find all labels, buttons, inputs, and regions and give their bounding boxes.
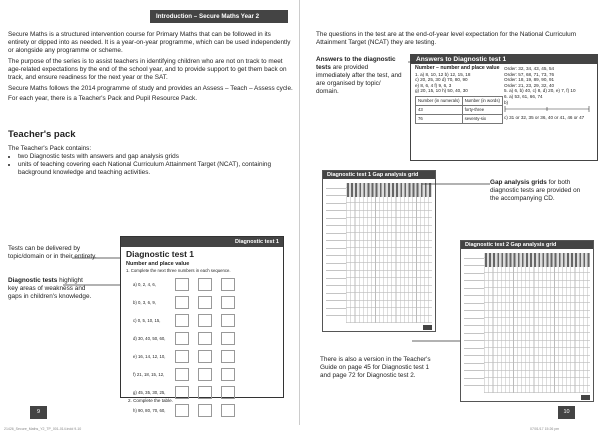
gap-grid-2 (460, 240, 594, 402)
answer-line: 5. a) 6, b) 40, c) 8, d) 20, e) 7, f) 10 (504, 88, 576, 94)
slug-left: 21426_Secure_Maths_Y2_TP_001-014.indd 9-10 (4, 427, 82, 431)
answer-box (221, 332, 235, 345)
answers-heading: Number – number and place value (415, 65, 500, 71)
answer-box (198, 350, 212, 363)
answers-table-cell: 76 (416, 114, 463, 123)
answers-table-cell: forty-three (462, 105, 502, 114)
answers-card-bar: Answers to Diagnostic test 1 (411, 55, 597, 64)
sequence-row (121, 347, 283, 365)
section-heading: Teacher's pack (8, 129, 76, 140)
pack-intro: The Teacher's Pack contains: (8, 145, 92, 152)
sequence-label: f) 21, 18, 15, 12, (133, 371, 165, 377)
answer-line: c) 20, 25, 30 d) 70, 80, 90 (415, 77, 468, 83)
q2-label: 2. Complete the table. (128, 398, 173, 403)
pack-bullet-2: • units of teaching covering each National Curriculum Attainment Target (NCAT), containing background knowledge and teaching activities. (18, 161, 293, 177)
answer-line: 6. a) 53, 61, 66, 74 (504, 93, 543, 99)
answer-box (198, 314, 212, 327)
answer-box (221, 386, 235, 399)
sequence-label: d) 30, 40, 50, 60, (133, 335, 166, 341)
gap-grid-2-foot (581, 395, 590, 400)
sequence-label: e) 16, 14, 12, 10, (133, 353, 166, 359)
answer-box (198, 278, 212, 291)
sequence-label: a) 0, 2, 4, 6, (133, 281, 156, 287)
answer-box (198, 368, 212, 381)
answer-box (175, 404, 189, 417)
sequence-row (121, 329, 283, 347)
answer-box (175, 368, 189, 381)
answer-box (221, 278, 235, 291)
left-page (0, 0, 300, 425)
answer-box (221, 404, 235, 417)
answer-line: 1. a) 8, 10, 12 b) 12, 15, 18 (415, 71, 471, 77)
answer-line: b) (504, 99, 509, 105)
note-guide: There is also a version in the Teacher's Guide on page 45 for Diagnostic test 1 and page 72 for Diagnostic test 2. (320, 356, 431, 379)
answers-table-cell: seventy-six (462, 114, 502, 123)
answer-box (175, 332, 189, 345)
intro-paragraph-3: Secure Maths follows the 2014 programme of study and provides an Assess – Teach – Assess cycle. (8, 84, 293, 92)
test-card-subtitle: Number and place value (126, 261, 190, 267)
answer-box (198, 386, 212, 399)
answer-box (221, 296, 235, 309)
right-page (300, 0, 600, 425)
right-intro: The questions in the test are at the end-of-year level expectation for the National Curriculum Attainment Target (NCAT) they are testing. (316, 31, 577, 47)
answer-box (175, 314, 189, 327)
page-number-left: 9 (30, 406, 47, 419)
answer-box (221, 368, 235, 381)
answer-box (175, 386, 189, 399)
note-diagnostic-bold: Diagnostic tests (8, 277, 58, 284)
answer-box (175, 278, 189, 291)
intro-paragraph-1: Secure Maths is a structured intervention course for Primary Maths that can be followed in its entirety or dipped into as needed. It is a year-on-year programme, which can be used independently or alongside any programme or scheme. (8, 31, 291, 55)
note-grids-bold: Gap analysis grids (490, 179, 547, 186)
gap-grid-2-title: Diagnostic test 2 Gap analysis grid (461, 241, 593, 249)
note-grids-rest: for both diagnostic tests are provided on the accompanying CD. (490, 179, 581, 202)
test-card-instruction: 1. Complete the next three numbers in each sequence. (126, 268, 231, 273)
note-diagnostic-rest: highlight key areas of weakness and gaps in children's knowledge. (8, 277, 92, 300)
pack-bullet-1: • two Diagnostic tests with answers and gap analysis grids (18, 153, 293, 161)
answer-box (198, 404, 212, 417)
answer-box (175, 296, 189, 309)
answer-box (221, 350, 235, 363)
gap-grid-2-names (464, 253, 484, 393)
test-card-bar: Diagnostic test 1 (121, 237, 283, 247)
answer-line: Order: 32, 34, 43, 45, 54 (504, 66, 555, 71)
sequence-row (121, 401, 283, 419)
intro-paragraph-2: The purpose of the series is to assist teachers in identifying children who are not on track to meet age-related expectations by the end of the school year, and to provide support to get them back on track, and ensure readiness for the next year or the SAT. (8, 57, 287, 81)
answer-line: Order: 21, 23, 29, 32, 40 (504, 82, 555, 88)
sequence-row (121, 293, 283, 311)
sequence-row (121, 275, 283, 293)
answers-table-cell: 43 (416, 105, 463, 114)
sequence-label: b) 0, 3, 6, 9, (133, 299, 156, 305)
note-answers-rest: are provided immediately after the test, and are organised by topic/ domain. (316, 64, 402, 95)
answer-line: c) 31 or 32, 35 or 36, 40 or 41, 46 or 47 (504, 114, 585, 120)
header-band: Introduction – Secure Maths Year 2 coverage (150, 10, 288, 23)
sequence-row (121, 311, 283, 329)
gap-grid-1-title: Diagnostic test 1 Gap analysis grid (323, 171, 435, 179)
intro-paragraph-4: For each year, there is a Teacher's Pack and Pupil Resource Pack. (8, 95, 198, 103)
sequence-label: g) 45, 35, 30, 25, (133, 389, 166, 395)
sequence-label: h) 90, 80, 70, 60, (133, 407, 166, 413)
note-delivery: Tests can be delivered by topic/domain or in their entirety. (8, 245, 97, 260)
note-grids (490, 179, 590, 203)
page-number-right: 10 (558, 406, 575, 419)
answer-line: Order: 18, 19, 89, 90, 91 (504, 77, 555, 83)
slug-right: 07/01/17 15:26 pm (530, 427, 560, 431)
test-card-title: Diagnostic test 1 (126, 249, 195, 259)
answer-line: Order: 57, 68, 71, 73, 76 (504, 71, 555, 77)
answer-box (198, 332, 212, 345)
note-answers-bold: Answers to the diagnostic tests (316, 56, 396, 71)
answers-table-head-cell: Number (in numerals) (416, 96, 463, 105)
answers-table-head-cell: Number (in words) (462, 96, 502, 105)
answer-line: e) 8, 6, 4 f) 9, 6, 3 (415, 82, 452, 88)
gap-grid-2-header (485, 253, 590, 267)
answer-line: g) 20, 15, 10 h) 50, 40, 30 (415, 88, 468, 94)
answer-box (198, 296, 212, 309)
answer-box (221, 314, 235, 327)
answer-box (175, 350, 189, 363)
sequence-row (121, 365, 283, 383)
sequence-label: c) 0, 5, 10, 15, (133, 317, 161, 323)
